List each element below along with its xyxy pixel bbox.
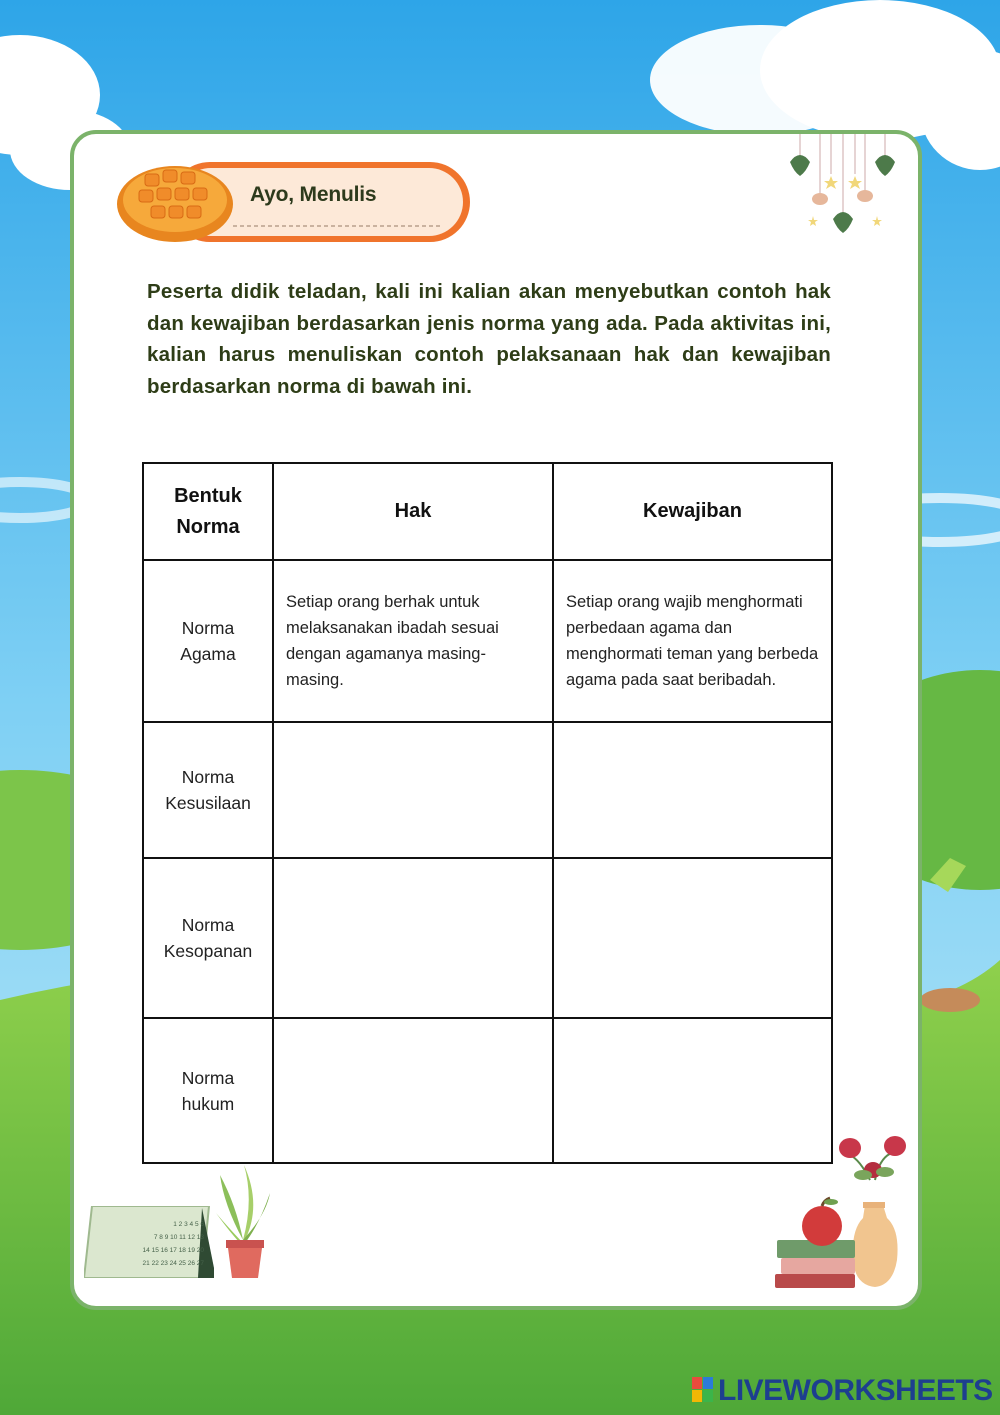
hanging-balloons-icon	[785, 134, 905, 249]
table-header-row	[143, 463, 832, 560]
header-kewajiban: Kewajiban	[553, 463, 832, 560]
calendar-row: 7 8 9 10 11 12 13	[153, 1234, 204, 1241]
hak-cell[interactable]: Setiap orang berhak untuk melaksanakan ibadah sesuai dengan agamanya masing-masing.	[273, 560, 553, 722]
norm-name-cell: Norma Kesusilaan	[143, 722, 273, 858]
table-row	[143, 722, 832, 858]
calendar-row: 21 22 23 24 25 26 27	[142, 1260, 204, 1267]
bread-icon	[117, 166, 233, 242]
kewajiban-cell[interactable]: Setiap orang wajib menghormati perbedaan agama dan menghormati teman yang berbeda agama pada saat beribadah.	[553, 560, 832, 722]
watermark: LIVEWORKSHEETS	[718, 1374, 993, 1407]
hak-input-cell[interactable]	[273, 1018, 553, 1163]
hak-input-cell[interactable]	[273, 858, 553, 1018]
hak-input-cell[interactable]	[273, 722, 553, 858]
liveworksheets-logo-icon	[692, 1377, 714, 1403]
header-hak: Hak	[273, 463, 553, 560]
calendar-icon	[84, 1206, 214, 1278]
header-bentuk-norma: Bentuk Norma	[143, 463, 273, 560]
table-row	[143, 1018, 832, 1163]
norm-name-cell: Norma Agama	[143, 560, 273, 722]
calendar-row: 14 15 16 17 18 19 20	[142, 1247, 204, 1254]
potted-plant-icon	[214, 1165, 272, 1280]
norms-table	[142, 462, 833, 1164]
norm-name-cell: Norma hukum	[143, 1018, 273, 1163]
table-row	[143, 560, 832, 722]
kewajiban-input-cell[interactable]	[553, 722, 832, 858]
calendar-row: 1 2 3 4 5 6	[173, 1221, 204, 1228]
kewajiban-input-cell[interactable]	[553, 858, 832, 1018]
books-apple-vase-icon	[775, 1130, 910, 1290]
table-row	[143, 858, 832, 1018]
banner-title: Ayo, Menulis	[250, 183, 377, 206]
instructions-paragraph: Peserta didik teladan, kali ini kalian akan menyebutkan contoh hak dan kewajiban berdasarkan jenis norma yang ada. Pada aktivitas ini, kalian harus menuliskan contoh pelaksanaan hak dan kewajiban berdasarkan norma di bawah ini.	[147, 280, 831, 398]
norm-name-cell: Norma Kesopanan	[143, 858, 273, 1018]
